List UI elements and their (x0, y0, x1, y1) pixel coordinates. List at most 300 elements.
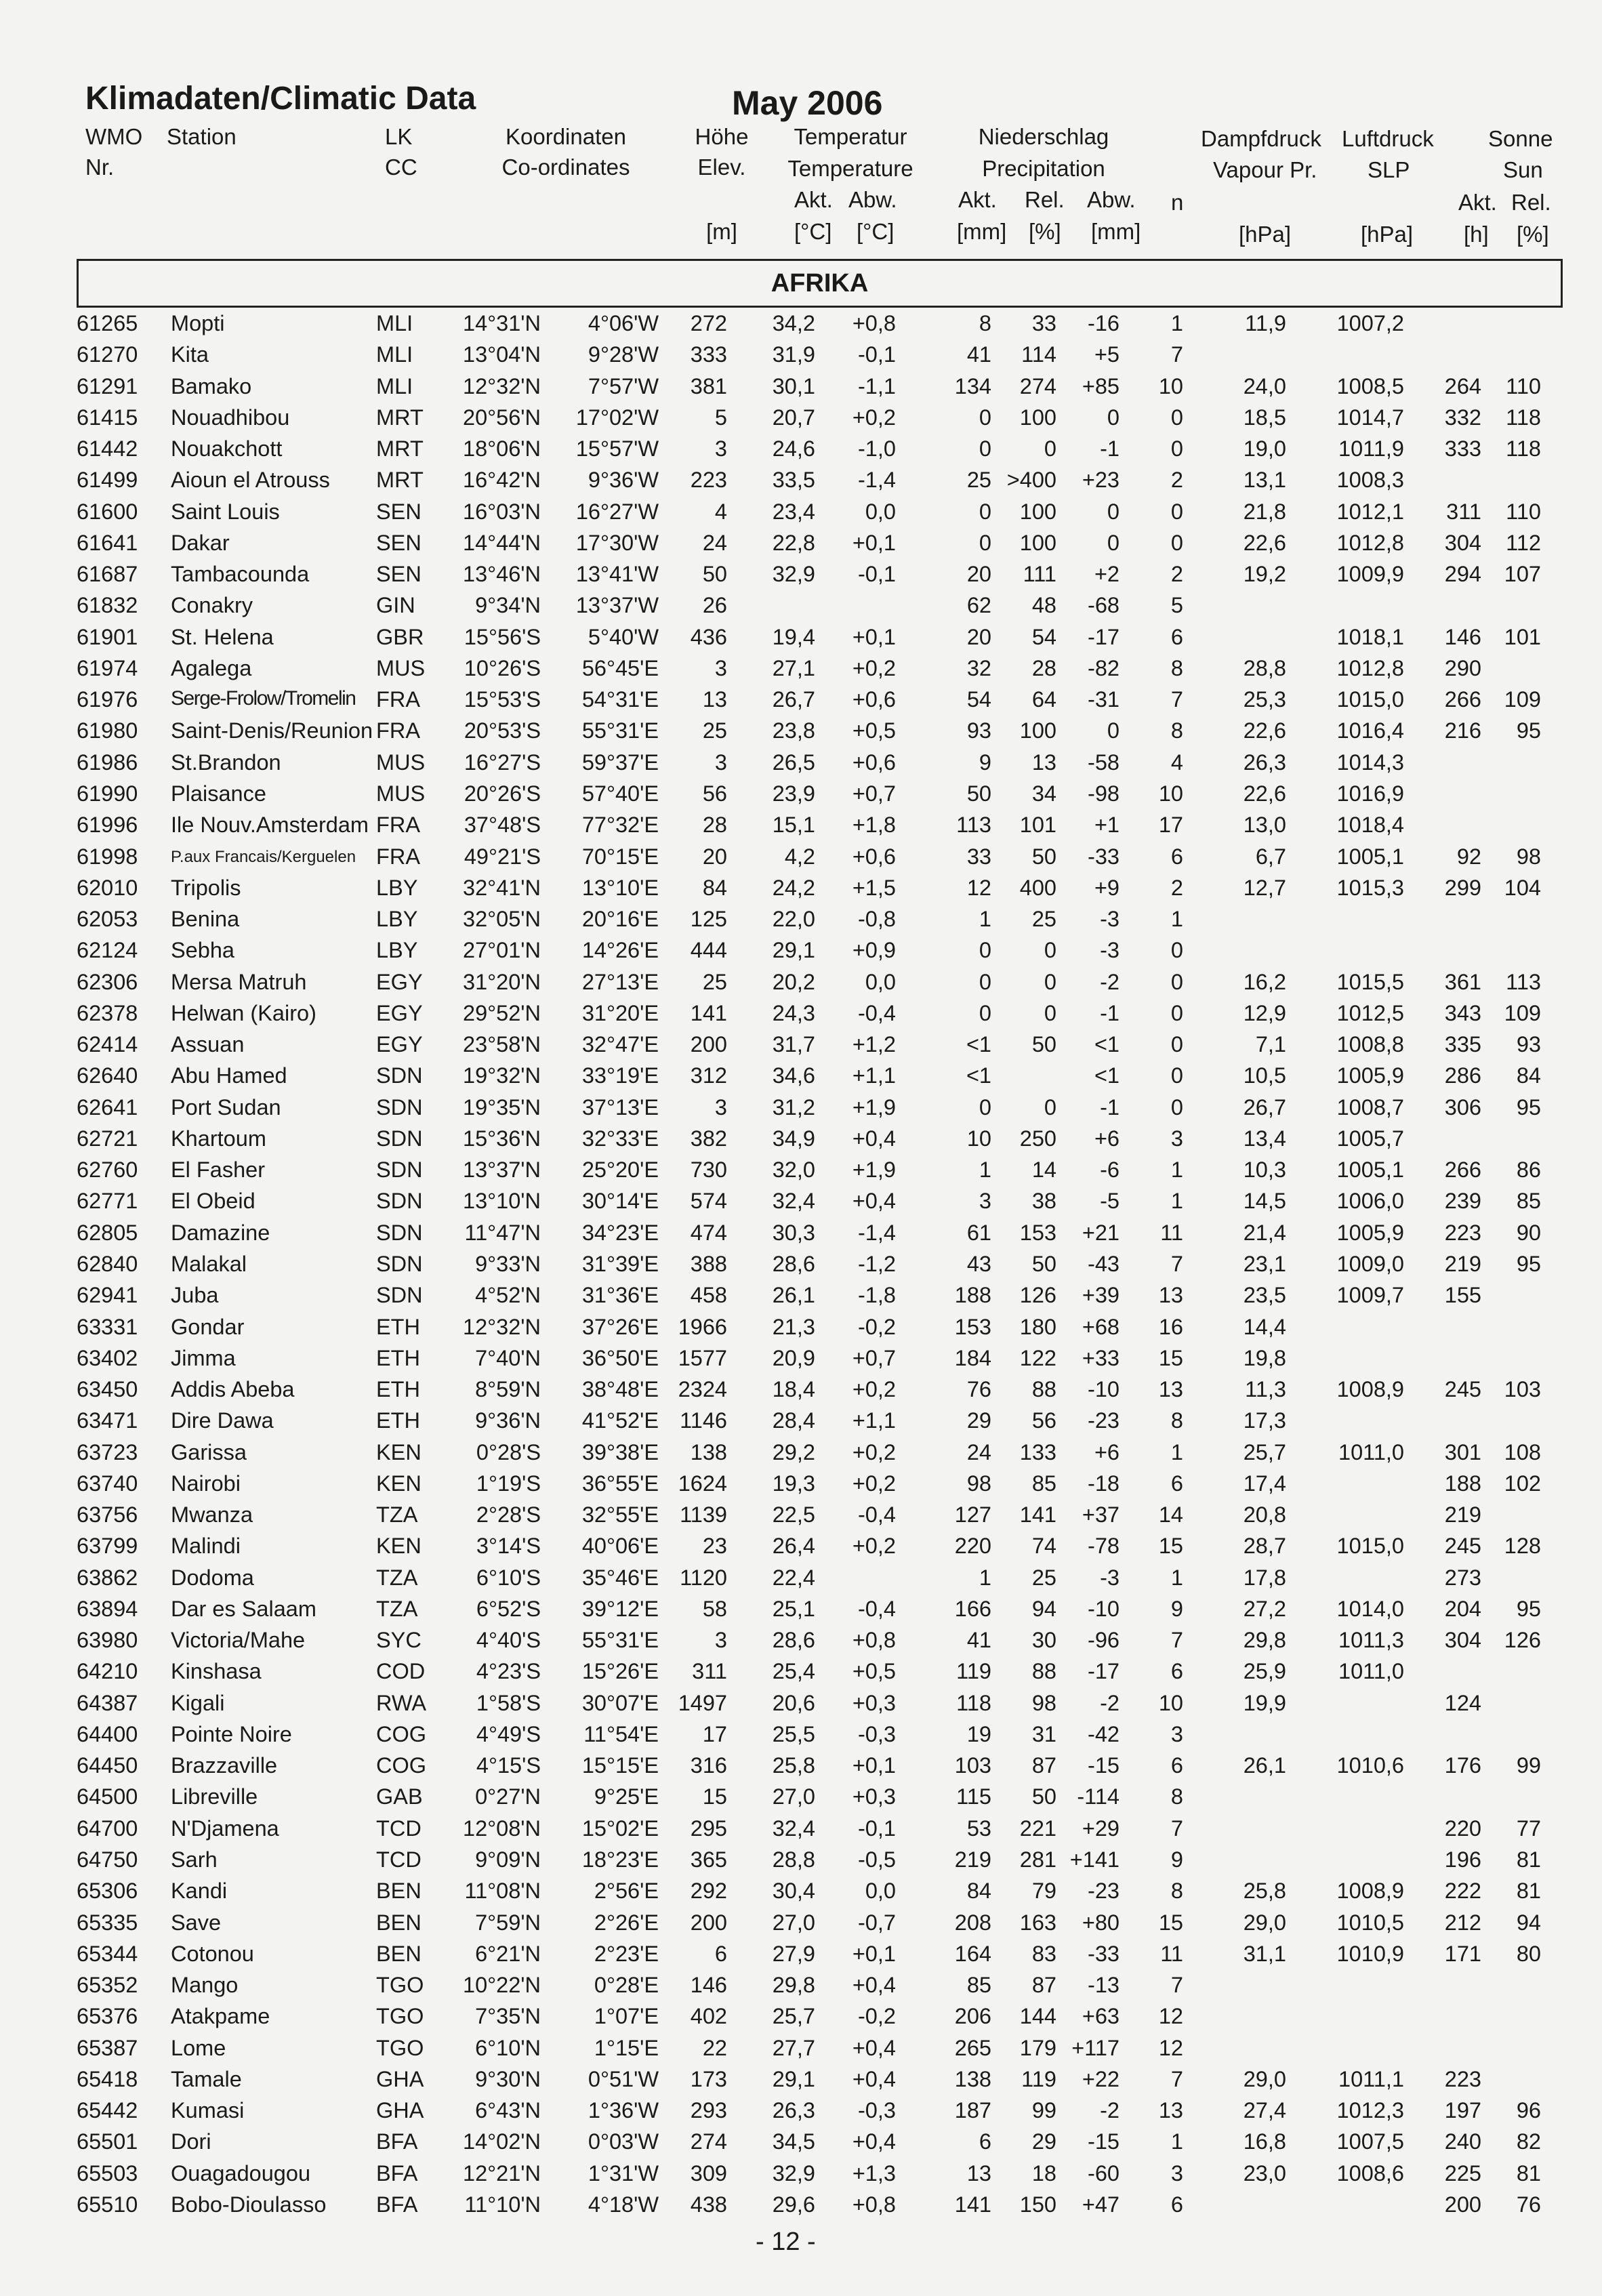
cell-station: El Fasher (171, 1157, 266, 1183)
cell-lat: 4°23'S (476, 1659, 541, 1684)
cell-lat: 15°36'N (463, 1126, 541, 1151)
cell-t-dev: -0,2 (857, 2004, 896, 2029)
cell-t-dev: -0,4 (857, 1502, 896, 1528)
cell-vapour: 26,3 (1243, 750, 1286, 775)
cell-wmo: 62805 (77, 1220, 138, 1245)
cell-n: 6 (1170, 1753, 1183, 1778)
cell-p-rel: 126 (1019, 1283, 1056, 1308)
table-row (0, 1563, 1602, 1594)
cell-n: 0 (1170, 530, 1183, 555)
table-row (0, 465, 1602, 496)
cell-n: 1 (1170, 2129, 1183, 2154)
cell-elev: 458 (690, 1283, 727, 1308)
cell-p-dev: -16 (1088, 311, 1120, 335)
cell-p-act: 0 (979, 938, 991, 963)
cell-cc: TGO (376, 2035, 424, 2060)
header-precip-akt: Akt. (958, 187, 997, 212)
cell-station: Helwan (Kairo) (171, 1000, 316, 1025)
cell-t-dev: +0,2 (852, 1471, 896, 1496)
cell-p-rel: 74 (1031, 1534, 1056, 1559)
cell-cc: FRA (376, 813, 420, 838)
cell-t-act: 27,1 (772, 655, 815, 680)
cell-vapour: 14,5 (1243, 1189, 1286, 1214)
cell-p-rel: 28 (1031, 655, 1056, 680)
cell-sun-act: 304 (1444, 1628, 1481, 1653)
cell-n: 1 (1170, 907, 1183, 932)
cell-elev: 50 (702, 562, 727, 587)
cell-lat: 19°32'N (463, 1063, 541, 1088)
cell-t-dev: 0,0 (865, 499, 896, 524)
cell-elev: 381 (690, 373, 727, 398)
cell-t-act: 25,4 (772, 1659, 815, 1684)
cell-p-dev: +47 (1082, 2192, 1120, 2217)
table-row (0, 1218, 1602, 1249)
cell-wmo: 61600 (77, 499, 138, 524)
cell-elev: 2324 (678, 1377, 727, 1402)
cell-t-act: 28,6 (772, 1251, 815, 1276)
cell-sun-act: 311 (1446, 499, 1481, 524)
cell-p-act: 93 (966, 718, 991, 743)
cell-cc: KEN (376, 1439, 422, 1464)
cell-t-act: 21,3 (772, 1314, 815, 1339)
cell-lon: 15°57'W (575, 436, 659, 462)
table-row (0, 810, 1602, 841)
cell-t-dev: -0,5 (857, 1847, 896, 1872)
cell-p-act: 138 (954, 2066, 991, 2091)
cell-lat: 3°14'S (476, 1534, 541, 1559)
cell-p-act: 19 (966, 1721, 991, 1746)
cell-lat: 13°10'N (463, 1189, 541, 1214)
cell-lon: 55°31'E (581, 718, 659, 743)
cell-lon: 56°45'E (581, 655, 659, 680)
cell-n: 13 (1158, 2098, 1183, 2123)
cell-p-dev: -98 (1088, 781, 1120, 806)
cell-t-dev: -0,1 (857, 562, 896, 587)
cell-cc: ETH (376, 1345, 420, 1370)
cell-wmo: 61974 (77, 655, 138, 680)
cell-lon: 39°38'E (581, 1439, 659, 1464)
cell-t-dev: +0,2 (852, 1439, 896, 1464)
header-slp-unit: [hPa] (1361, 222, 1414, 247)
cell-slp: 1010,5 (1336, 1910, 1404, 1935)
cell-sun-rel: 102 (1504, 1471, 1541, 1496)
cell-p-rel: 50 (1031, 1251, 1056, 1276)
cell-t-act: 33,5 (772, 468, 815, 493)
cell-sun-rel: 85 (1516, 1189, 1541, 1214)
cell-t-act: 32,0 (772, 1157, 815, 1183)
cell-lon: 0°51'W (588, 2066, 659, 2091)
cell-p-dev: -78 (1088, 1534, 1120, 1559)
cell-p-dev: -96 (1088, 1628, 1120, 1653)
cell-sun-act: 264 (1444, 373, 1481, 398)
cell-p-act: 84 (966, 1879, 991, 1904)
cell-station: Sebha (171, 938, 234, 963)
cell-n: 14 (1158, 1502, 1183, 1528)
cell-lon: 13°10'E (581, 875, 659, 900)
cell-lat: 15°56'S (464, 624, 541, 649)
cell-lon: 39°12'E (581, 1596, 659, 1621)
cell-lat: 16°03'N (463, 499, 541, 524)
cell-t-dev: +0,4 (852, 1973, 896, 1998)
cell-wmo: 61996 (77, 813, 138, 838)
table-row (0, 308, 1602, 340)
cell-wmo: 63980 (77, 1628, 138, 1653)
cell-n: 9 (1170, 1596, 1183, 1621)
cell-p-act: 188 (954, 1283, 991, 1308)
cell-vapour: 29,0 (1243, 2066, 1286, 2091)
cell-t-act: 27,0 (772, 1784, 815, 1809)
cell-wmo: 64700 (77, 1816, 138, 1841)
cell-lat: 4°49'S (476, 1721, 541, 1746)
cell-wmo: 61986 (77, 750, 138, 775)
cell-wmo: 65352 (77, 1973, 138, 1998)
cell-lat: 11°10'N (464, 2192, 541, 2217)
cell-p-dev: -2 (1100, 1690, 1120, 1715)
cell-t-dev: +0,1 (852, 1753, 896, 1778)
cell-slp: 1009,9 (1336, 562, 1404, 587)
cell-elev: 316 (690, 1753, 727, 1778)
cell-cc: ETH (376, 1314, 420, 1339)
cell-sun-rel: 95 (1516, 1251, 1541, 1276)
cell-lon: 1°07'E (594, 2004, 659, 2029)
cell-lon: 31°20'E (581, 1000, 659, 1025)
cell-wmo: 62840 (77, 1251, 138, 1276)
cell-p-dev: +5 (1094, 342, 1120, 367)
cell-wmo: 62124 (77, 938, 138, 963)
cell-lat: 14°02'N (463, 2129, 541, 2154)
header-coord: Koordinaten (506, 124, 626, 149)
cell-sun-act: 273 (1444, 1565, 1481, 1590)
cell-wmo: 63894 (77, 1596, 138, 1621)
cell-cc: MLI (376, 373, 413, 398)
table-row (0, 779, 1602, 810)
cell-n: 7 (1170, 687, 1183, 712)
cell-station: Mwanza (171, 1502, 253, 1528)
cell-sun-rel: 81 (1516, 1879, 1541, 1904)
table-row (0, 1124, 1602, 1155)
cell-t-dev: +0,2 (852, 655, 896, 680)
cell-elev: 25 (702, 969, 727, 994)
cell-slp: 1005,9 (1336, 1220, 1404, 1245)
cell-lon: 0°28'E (594, 1973, 659, 1998)
cell-slp: 1012,1 (1336, 499, 1404, 524)
cell-elev: 3 (714, 1094, 727, 1120)
cell-station: Dire Dawa (171, 1408, 274, 1433)
cell-p-dev: -1 (1100, 1000, 1120, 1025)
cell-lat: 12°21'N (463, 2160, 541, 2186)
cell-p-rel: 87 (1031, 1973, 1056, 1998)
table-row (0, 2127, 1602, 2158)
cell-t-dev: +0,1 (852, 530, 896, 555)
table-row (0, 1719, 1602, 1750)
cell-t-act: 31,7 (772, 1032, 815, 1057)
cell-t-act: 34,6 (772, 1063, 815, 1088)
cell-t-act: 26,4 (772, 1534, 815, 1559)
cell-cc: GAB (376, 1784, 423, 1809)
cell-elev: 293 (690, 2098, 727, 2123)
cell-cc: SDN (376, 1126, 423, 1151)
cell-t-act: 31,2 (772, 1094, 815, 1120)
cell-sun-act: 266 (1444, 687, 1481, 712)
header-precip-unit-abw: [mm] (1091, 219, 1141, 244)
cell-wmo: 62306 (77, 969, 138, 994)
cell-n: 6 (1170, 844, 1183, 869)
cell-slp: 1011,0 (1338, 1439, 1404, 1464)
header-n: n (1171, 190, 1184, 215)
cell-cc: TZA (376, 1502, 418, 1528)
cell-slp: 1008,3 (1336, 468, 1404, 493)
cell-p-act: 33 (966, 844, 991, 869)
cell-n: 7 (1170, 1973, 1183, 1998)
header-vapour-pr: Vapour Pr. (1213, 157, 1317, 182)
table-row (0, 403, 1602, 434)
cell-p-act: 41 (966, 1628, 991, 1653)
cell-lon: 5°40'W (588, 624, 659, 649)
cell-sun-rel: 113 (1506, 969, 1541, 994)
cell-sun-act: 176 (1444, 1753, 1481, 1778)
cell-t-act: 30,3 (772, 1220, 815, 1245)
cell-lat: 4°52'N (475, 1283, 541, 1308)
cell-lon: 18°23'E (581, 1847, 659, 1872)
cell-p-rel: 400 (1019, 875, 1056, 900)
cell-station: Saint Louis (171, 499, 280, 524)
cell-p-act: 0 (979, 499, 991, 524)
cell-sun-act: 188 (1444, 1471, 1481, 1496)
table-row (0, 622, 1602, 653)
cell-sun-act: 146 (1444, 624, 1481, 649)
table-row (0, 998, 1602, 1029)
cell-station: Nouadhibou (171, 405, 290, 430)
cell-p-act: 98 (966, 1471, 991, 1496)
cell-station: Dar es Salaam (171, 1596, 316, 1621)
cell-p-rel: 133 (1019, 1439, 1056, 1464)
table-row (0, 1437, 1602, 1469)
cell-lat: 20°53'S (464, 718, 541, 743)
cell-lat: 14°31'N (463, 311, 541, 335)
table-row (0, 1500, 1602, 1531)
cell-sun-rel: 110 (1506, 373, 1541, 398)
cell-station: Kandi (171, 1879, 228, 1904)
cell-t-dev: -1,0 (857, 436, 896, 462)
cell-elev: 402 (690, 2004, 727, 2029)
cell-lat: 20°56'N (463, 405, 541, 430)
cell-t-act: 28,8 (772, 1847, 815, 1872)
cell-station: Aioun el Atrouss (171, 468, 330, 493)
cell-lat: 0°28'S (476, 1439, 541, 1464)
header-wmo: WMO (85, 124, 143, 149)
cell-t-dev: -1,2 (857, 1251, 896, 1276)
cell-t-act: 34,5 (772, 2129, 815, 2154)
cell-slp: 1006,0 (1336, 1189, 1404, 1214)
cell-t-act: 20,9 (772, 1345, 815, 1370)
cell-t-act: 29,2 (772, 1439, 815, 1464)
cell-station: Jimma (171, 1345, 236, 1370)
cell-cc: SDN (376, 1157, 423, 1183)
cell-lon: 55°31'E (581, 1628, 659, 1653)
cell-elev: 1146 (680, 1408, 727, 1433)
header-slp: Luftdruck (1342, 126, 1434, 151)
cell-t-act: 25,1 (772, 1596, 815, 1621)
cell-p-dev: +33 (1082, 1345, 1120, 1370)
cell-slp: 1016,9 (1336, 781, 1404, 806)
cell-elev: 3 (714, 655, 727, 680)
cell-p-rel: 30 (1031, 1628, 1056, 1653)
cell-t-dev: -0,7 (857, 1910, 896, 1935)
cell-p-dev: +6 (1094, 1126, 1120, 1151)
cell-p-rel: 88 (1031, 1377, 1056, 1402)
cell-p-act: 0 (979, 530, 991, 555)
cell-p-act: 54 (966, 687, 991, 712)
cell-p-rel: 56 (1031, 1408, 1056, 1433)
header-sun: Sonne (1488, 126, 1553, 151)
header-cc: CC (385, 155, 417, 180)
table-row (0, 528, 1602, 559)
cell-n: 9 (1170, 1847, 1183, 1872)
header-precip-unit-rel: [%] (1029, 219, 1061, 244)
cell-p-dev: +85 (1082, 373, 1120, 398)
cell-n: 2 (1170, 875, 1183, 900)
cell-p-dev: -15 (1088, 2129, 1120, 2154)
cell-p-dev: +37 (1082, 1502, 1120, 1528)
cell-t-dev: +1,9 (852, 1157, 896, 1183)
cell-t-act: 25,8 (772, 1753, 815, 1778)
cell-n: 8 (1170, 1408, 1183, 1433)
cell-cc: GHA (376, 2066, 424, 2091)
cell-vapour: 21,4 (1243, 1220, 1286, 1245)
cell-p-dev: <1 (1094, 1032, 1120, 1057)
cell-lat: 10°22'N (463, 1973, 541, 1998)
cell-p-act: 265 (954, 2035, 991, 2060)
cell-n: 13 (1158, 1377, 1183, 1402)
cell-p-act: 115 (956, 1784, 991, 1809)
cell-wmo: 63471 (77, 1408, 138, 1433)
cell-sun-act: 286 (1444, 1063, 1481, 1088)
cell-p-dev: 0 (1107, 530, 1120, 555)
cell-station: Kita (171, 342, 209, 367)
cell-slp: 1011,0 (1338, 1659, 1404, 1684)
cell-elev: 23 (702, 1534, 727, 1559)
cell-elev: 22 (702, 2035, 727, 2060)
cell-t-dev: +0,6 (852, 687, 896, 712)
cell-t-dev: 0,0 (865, 969, 896, 994)
cell-sun-act: 299 (1444, 875, 1481, 900)
cell-t-dev: +0,4 (852, 2129, 896, 2154)
cell-wmo: 63756 (77, 1502, 138, 1528)
cell-cc: GIN (376, 593, 415, 618)
cell-cc: MLI (376, 311, 413, 335)
cell-slp: 1014,3 (1336, 750, 1404, 775)
cell-n: 11 (1160, 1941, 1183, 1966)
cell-lat: 13°46'N (463, 562, 541, 587)
cell-slp: 1011,3 (1338, 1628, 1404, 1653)
cell-n: 6 (1170, 1659, 1183, 1684)
cell-lon: 25°20'E (581, 1157, 659, 1183)
cell-station: Damazine (171, 1220, 270, 1245)
cell-n: 1 (1170, 1157, 1183, 1183)
cell-elev: 333 (690, 342, 727, 367)
cell-vapour: 31,1 (1243, 1941, 1286, 1966)
cell-lon: 1°31'W (588, 2160, 659, 2186)
cell-sun-act: 223 (1444, 2066, 1481, 2091)
cell-sun-act: 197 (1444, 2098, 1481, 2123)
cell-wmo: 63799 (77, 1534, 138, 1559)
cell-n: 15 (1158, 1910, 1183, 1935)
cell-elev: 28 (702, 813, 727, 838)
cell-station: Saint-Denis/Reunion (171, 718, 373, 743)
cell-vapour: 25,3 (1243, 687, 1286, 712)
header-precip-rel: Rel. (1025, 187, 1065, 212)
cell-sun-rel: 118 (1506, 436, 1541, 462)
cell-lat: 1°58'S (476, 1690, 541, 1715)
cell-p-dev: 0 (1107, 718, 1120, 743)
table-row (0, 1688, 1602, 1719)
cell-t-act: 32,4 (772, 1816, 815, 1841)
cell-elev: 1577 (678, 1345, 727, 1370)
cell-wmo: 65376 (77, 2004, 138, 2029)
table-row (0, 1782, 1602, 1813)
cell-n: 3 (1170, 1126, 1183, 1151)
cell-lat: 9°36'N (475, 1408, 541, 1433)
cell-t-act: 24,2 (772, 875, 815, 900)
table-row (0, 1656, 1602, 1687)
cell-sun-rel: 104 (1504, 875, 1541, 900)
cell-sun-act: 204 (1444, 1596, 1481, 1621)
cell-slp: 1008,9 (1336, 1377, 1404, 1402)
cell-n: 7 (1170, 342, 1183, 367)
cell-p-dev: -2 (1100, 2098, 1120, 2123)
cell-vapour: 17,4 (1243, 1471, 1286, 1496)
cell-t-act: 27,9 (772, 1941, 815, 1966)
cell-station: Khartoum (171, 1126, 266, 1151)
cell-vapour: 12,9 (1243, 1000, 1286, 1025)
cell-cc: MRT (376, 405, 424, 430)
cell-p-dev: +1 (1094, 813, 1120, 838)
cell-sun-act: 240 (1444, 2129, 1481, 2154)
cell-lon: 15°26'E (581, 1659, 659, 1684)
cell-n: 0 (1170, 969, 1183, 994)
cell-wmo: 65335 (77, 1910, 138, 1935)
cell-t-dev: +1,8 (852, 813, 896, 838)
cell-n: 8 (1170, 718, 1183, 743)
cell-elev: 1966 (678, 1314, 727, 1339)
cell-elev: 200 (690, 1910, 727, 1935)
cell-p-act: 53 (966, 1816, 991, 1841)
cell-p-rel: 98 (1031, 1690, 1056, 1715)
cell-p-act: 134 (954, 373, 991, 398)
cell-vapour: 17,8 (1243, 1565, 1286, 1590)
header-vapour-unit: [hPa] (1239, 222, 1292, 247)
cell-p-dev: -68 (1088, 593, 1120, 618)
cell-lat: 8°59'N (475, 1377, 541, 1402)
cell-t-act: 23,4 (772, 499, 815, 524)
cell-t-dev: -1,4 (857, 468, 896, 493)
cell-wmo: 62760 (77, 1157, 138, 1183)
cell-t-dev: +0,2 (852, 1377, 896, 1402)
cell-elev: 309 (690, 2160, 727, 2186)
cell-cc: MUS (376, 655, 426, 680)
cell-cc: SEN (376, 499, 422, 524)
cell-n: 10 (1158, 373, 1183, 398)
cell-lon: 2°56'E (594, 1879, 659, 1904)
header-sun-rel: Rel. (1511, 190, 1551, 215)
table-row (0, 1155, 1602, 1186)
cell-elev: 311 (692, 1659, 727, 1684)
cell-sun-rel: 95 (1516, 1094, 1541, 1120)
cell-cc: MUS (376, 781, 426, 806)
cell-elev: 24 (702, 530, 727, 555)
cell-p-act: 3 (979, 1189, 991, 1214)
cell-lat: 6°21'N (475, 1941, 541, 1966)
